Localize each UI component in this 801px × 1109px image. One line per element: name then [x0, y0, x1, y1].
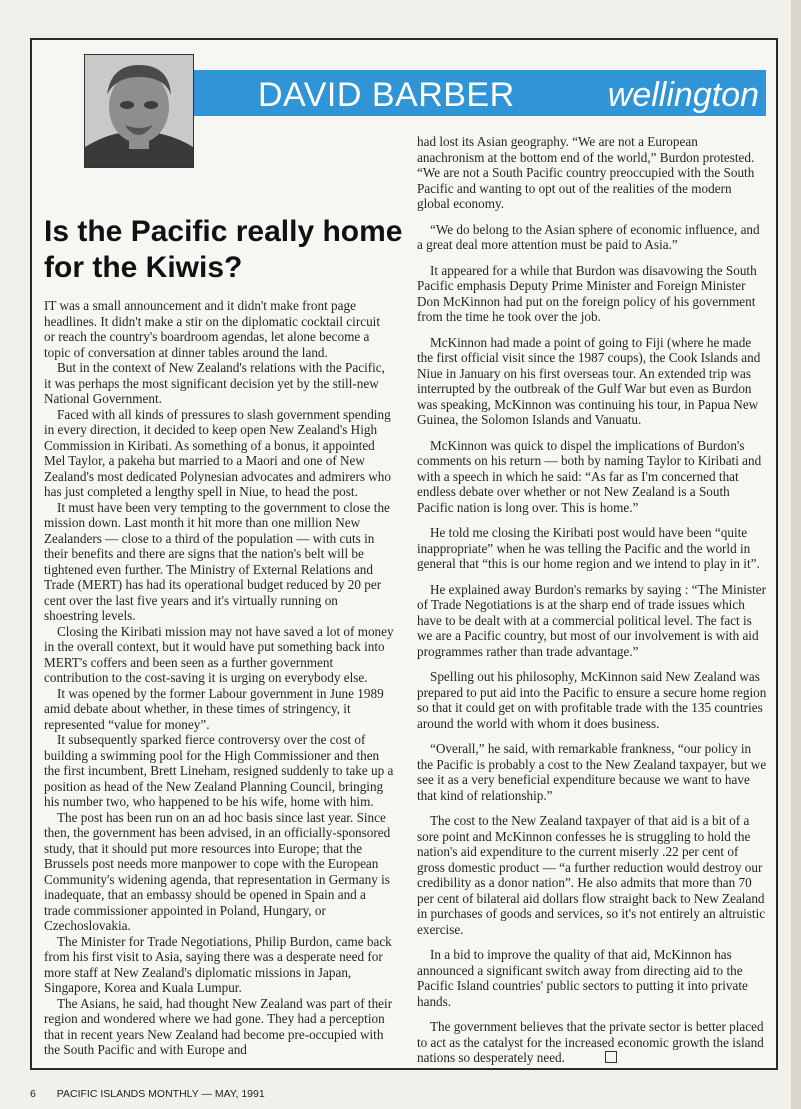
body-paragraph: It subsequently sparked fierce controversy over the cost of building a swimming pool for the High Commissioner and then the first incumbent, Brett Lineham, resigned suddenly to take up a position as head of the New Zealand Planning Council, bringing his number two, who happened to be his wife, home with him. [44, 732, 394, 809]
final-paragraph [417, 1019, 767, 1066]
right-column [417, 134, 767, 1076]
author-photo [84, 54, 194, 168]
body-paragraph: It must have been very tempting to the government to close the mission down. Last month it hit more than one million New Zealanders — close to a third of the population — with cuts in their benefits and there are signs that the nation's belt will be tightened even further. The Ministry of External Relations and Trade (MERT) has had its operational budget reduced by 20 per cent over the last five years and it's virtually running on shoestring levels. [44, 499, 390, 623]
author-portrait-image [85, 55, 193, 167]
page-footer [30, 1088, 265, 1100]
body-paragraph: But in the context of New Zealand's relations with the Pacific, it was perhaps the most significant decision yet by the still-new National Government. [44, 360, 385, 406]
body-paragraph: He told me closing the Kiribati post would have been “quite inappropriate” when he was telling the Pacific and the world in general that “this is our home region and we intend to play in it”. [417, 525, 760, 571]
page-edge [791, 0, 801, 1109]
final-paragraph-text: The government believes that the private sector is better placed to act as the catalyst for the increased economic growth the island nations so desperately need. [417, 1019, 764, 1065]
body-paragraph: The Asians, he said, had thought New Zealand was part of their region and wondered where we had gone. They had a perception that in recent years New Zealand had become pre-occupied with the South Pacific and with Europe and [44, 995, 393, 1057]
body-paragraph: The cost to the New Zealand taxpayer of that aid is a bit of a sore point and McKinnon confesses he is struggling to hold the nation's aid expenditure to the current miserly .22 per cent of gross domestic product — “a further reduction would destroy our credibility as a donor nation”. He also admits that more than 70 per cent of bilateral aid dollars flow straight back to New Zealand in purchases of goods and services, so it's not entirely an altruistic exercise. [417, 813, 766, 937]
body-paragraph: He explained away Burdon's remarks by saying : “The Minister of Trade Negotiations is at the sharp end of trade issues which have to be dealt with at a commercial political level. The fact is we are a Pacific country, but most of our involvement is with aid programmes rather than trade advantage.” [417, 581, 767, 659]
body-paragraph: Closing the Kiribati mission may not have saved a lot of money in the overall context, but it would have put something back into MERT's coffers and been seen as a further government contribution to the cost-saving it is urging on everybody else. [44, 623, 394, 685]
body-paragraph: In a bid to improve the quality of that aid, McKinnon has announced a significant switch away from directing aid to the Pacific Island countries' public sectors to putting it into private hands. [417, 947, 748, 1009]
body-paragraph: IT was a small announcement and it didn't make front page headlines. It didn't make a stir on the diplomatic cocktail circuit or reach the country's boardroom agendas, let alone become a topic of conversation at dinner tables around the land. [44, 298, 380, 360]
body-paragraph: Spelling out his philosophy, McKinnon said New Zealand was prepared to put aid into the Pacific to ensure a secure home region so that it could get on with profitable trade with the 135 countries around the world with whom it does business. [417, 669, 767, 731]
body-paragraph: “We do belong to the Asian sphere of economic influence, and a great deal more attention must be paid to Asia.” [417, 221, 760, 252]
end-of-article-icon [605, 1051, 617, 1063]
author-name: DAVID BARBER [258, 76, 515, 114]
body-paragraph: McKinnon had made a point of going to Fiji (where he made the first official visit since the 1987 coups), the Cook Islands and Niue in January on his first overseas tour. An extended trip was interrupted by the outbreak of the Gulf War but even as Burdon was speaking, McKinnon was continuing his tour, in Papua New Guinea, the Solomon Islands and Vanuatu. [417, 334, 761, 427]
left-column [44, 298, 394, 1058]
body-paragraph: It appeared for a while that Burdon was disavowing the South Pacific emphasis Deputy Prime Minister and Foreign Minister Don McKinnon had put on the foreign policy of his government from the time he took over the job. [417, 262, 757, 324]
body-paragraph: “Overall,” he said, with remarkable frankness, “our policy in the Pacific is probably a cost to the New Zealand taxpayer, but we see it as a very beneficial expenditure because we want to have that kind of relationship.” [417, 741, 767, 803]
page-number: 6 [30, 1088, 36, 1100]
author-location: wellington [607, 76, 759, 114]
body-paragraph: The post has been run on an ad hoc basis since last year. Since then, the government has been advised, in an officially-sponsored study, that it should put more resources into Europe; that the Brussels post needs more manpower to cope with the European Community's widening agenda, that representation in Germany is inadequate, that an embassy should be opened in Spain and a trade commissioner appointed in Poland, Hungary, or Czechoslovakia. [44, 809, 391, 933]
publication-line: PACIFIC ISLANDS MONTHLY — MAY, 1991 [56, 1088, 265, 1100]
article-headline: Is the Pacific really home for the Kiwis? [44, 215, 403, 284]
body-paragraph: had lost its Asian geography. “We are not a European anachronism at the bottom end of the world,” Burdon protested. “We are not a South Pacific country preoccupied with the South Pacific and wanting to opt out of the realities of the modern global economy. [417, 134, 755, 211]
body-paragraph: McKinnon was quick to dispel the implications of Burdon's comments on his return — both by naming Taylor to Kiribati and with a speech in which he said: “As far as I'm concerned that endless debate over whether or not New Zealand is a South Pacific nation is long over. This is home.” [417, 437, 762, 515]
body-paragraph: It was opened by the former Labour government in June 1989 amid debate about whether, in these times of stringency, it represented “value for money”. [44, 685, 384, 732]
body-paragraph: Faced with all kinds of pressures to slash government spending in every direction, it decided to keep open New Zealand's High Commission in Kiribati. As something of a bonus, it appointed Mel Taylor, a pakeha but married to a Maori and one of New Zealand's most dedicated Polynesian advocates and admirers who has just completed a lengthy spell in Niue, to head the post. [44, 406, 391, 499]
body-paragraph: The Minister for Trade Negotiations, Philip Burdon, came back from his first visit to Asia, saying there was a desperate need for more staff at New Zealand's diplomatic missions in Japan, Singapore, Korea and Kuala Lumpur. [44, 933, 392, 995]
